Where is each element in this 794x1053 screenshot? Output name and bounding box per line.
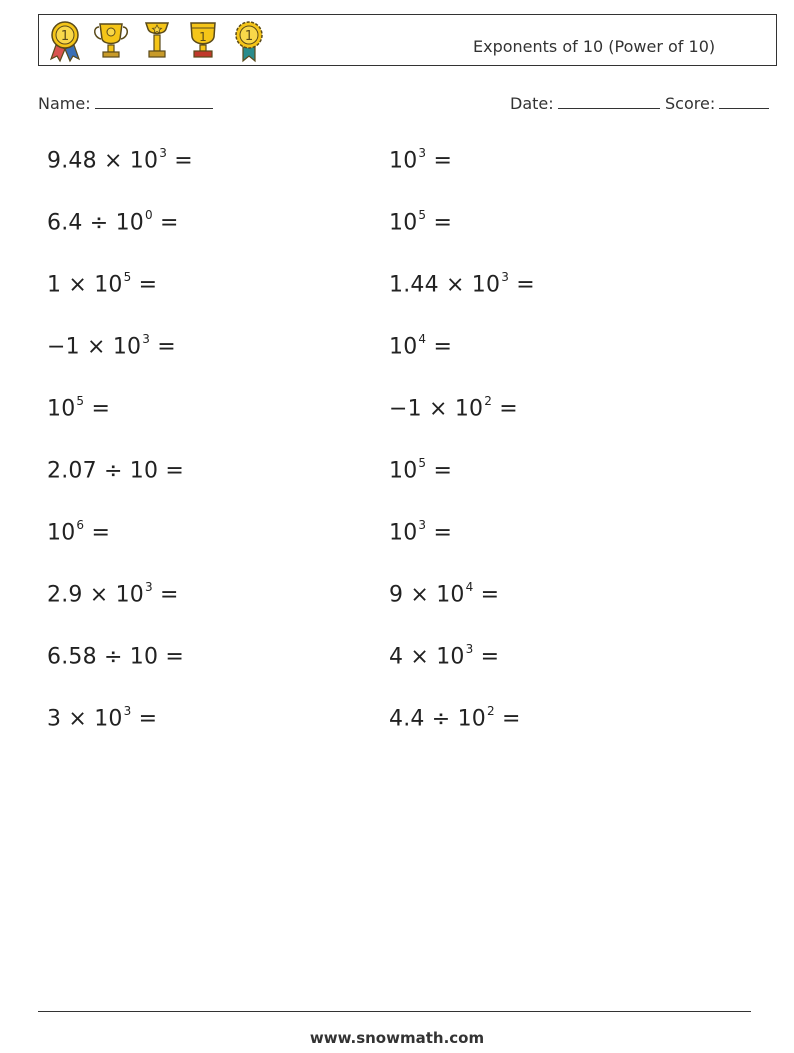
problem-right-9: $4 \times 10^3$ = xyxy=(389,642,500,670)
footer-url[interactable]: www.snowmath.com xyxy=(309,1029,485,1047)
problem-right-10: $4.4 \div 10^2$ = xyxy=(389,704,521,732)
problem-left-7: $10^6$ = xyxy=(47,518,111,546)
name-line[interactable] xyxy=(95,94,213,109)
name-label: Name: xyxy=(38,94,91,113)
problem-left-1: $9.48 \times 10^3$ = xyxy=(47,146,193,174)
svg-text:1: 1 xyxy=(199,30,207,44)
problem-right-6: $10^5$ = xyxy=(389,456,453,484)
problem-right-7: $10^3$ = xyxy=(389,518,453,546)
score-line[interactable] xyxy=(719,94,769,109)
name-field[interactable] xyxy=(38,94,213,113)
problem-right-5: $-1 \times 10^2$ = xyxy=(389,394,518,422)
trophy-star-icon xyxy=(137,19,177,63)
problem-left-8: $2.9 \times 10^3$ = xyxy=(47,580,179,608)
problem-left-3: $1 \times 10^5$ = xyxy=(47,270,158,298)
worksheet-header xyxy=(38,14,777,66)
medal-badge-icon xyxy=(229,19,269,63)
problem-left-5: $10^5$ = xyxy=(47,394,111,422)
problem-left-9: 6.58 ÷ 10 = xyxy=(47,644,185,670)
score-label: Score: xyxy=(665,94,716,113)
footer-divider xyxy=(38,1011,751,1012)
problem-right-3: $1.44 \times 10^3$ = xyxy=(389,270,535,298)
problem-right-8: $9 \times 10^4$ = xyxy=(389,580,500,608)
page-title: Exponents of 10 (Power of 10) xyxy=(473,37,716,56)
problem-right-2: $10^5$ = xyxy=(389,208,453,236)
problem-right-4: $10^4$ = xyxy=(389,332,453,360)
problem-left-4: $-1 \times 10^3$ = xyxy=(47,332,176,360)
medal-ribbon-icon xyxy=(45,19,85,63)
problem-left-2: $6.4 \div 10^0$ = xyxy=(47,208,179,236)
trophy-cup-icon xyxy=(91,19,131,63)
problem-left-10: $3 \times 10^3$ = xyxy=(47,704,158,732)
problem-left-6: 2.07 ÷ 10 = xyxy=(47,458,185,484)
date-label: Date: xyxy=(510,94,554,113)
svg-text:1: 1 xyxy=(60,29,70,44)
svg-text:1: 1 xyxy=(244,29,254,44)
problem-right-1: $10^3$ = xyxy=(389,146,453,174)
date-field[interactable] xyxy=(510,94,660,113)
date-line[interactable] xyxy=(558,94,660,109)
score-field[interactable] xyxy=(665,94,769,113)
trophy-number-one-icon xyxy=(183,19,223,63)
